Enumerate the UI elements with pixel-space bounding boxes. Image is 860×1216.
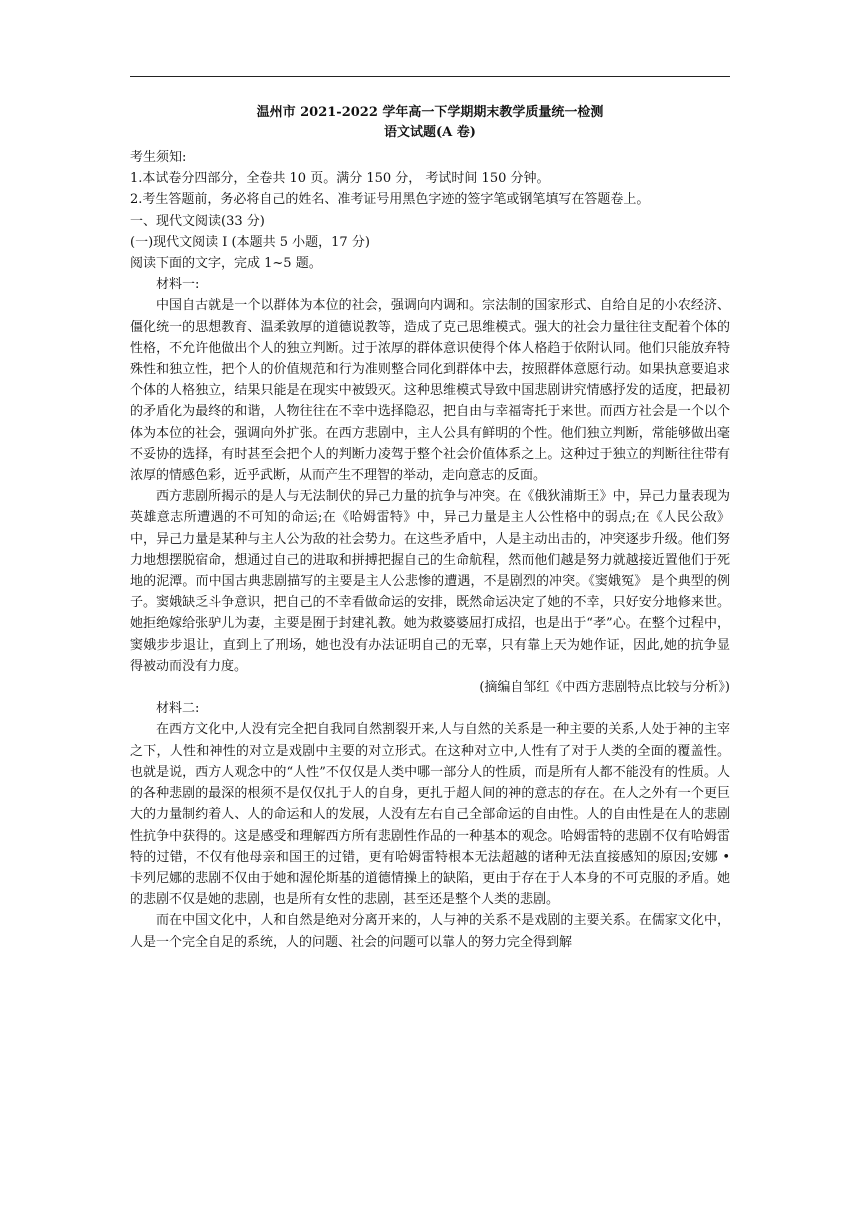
material-1-paragraph-2: 西方悲剧所揭示的是人与无法制伏的异己力量的抗争与冲突。在《俄狄浦斯王》中，异己力量表现为英雄意志所遭遇的不可知的命运;在《哈姆雷特》中，异己力量是主人公性格中的弱点;在《人民公敌》中，异己力量是某种与主人公为敌的社会势力。在这些矛盾中，人是主动出击的，冲突逐步升级。他们努力地想摆脱宿命，想通过自己的进取和拼搏把握自己的生命航程，然而他们越是努力就越接近置他们于死地的泥潭。而中国古典悲剧描写的主要是主人公悲惨的遭遇，不是剧烈的冲突。《窦娥冤》 是个典型的例子。窦娥缺乏斗争意识，把自己的不幸看做命运的安排，既然命运决定了她的不幸，只好安分地修来世。她拒绝嫁给张驴儿为妻，主要是囿于封建礼教。她为救婆婆屈打成招，也是出于“孝”心。在整个过程中，窦娥步步退让，直到上了刑场，她也没有办法证明自己的无辜，只有靠上天为她作证，因此,她的抗争显得被动而没有力度。 [130,489,730,674]
header-rule [130,76,730,77]
part-title: 一、现代文阅读(33 分) [130,213,265,229]
material-2-paragraph-1: 在西方文化中,人没有完全把自我同自然割裂开来,人与自然的关系是一种主要的关系,人处于神的主宰之下，人性和神性的对立是戏剧中主要的对立形式。在这种对立中,人性有了对于人类的全面的覆盖性。也就是说，西方人观念中的“人性”不仅仅是人类中哪一部分人的性质，而是所有人都不能没有的性质。人的各种悲剧的最深的根须不是仅仅扎于人的自身，更扎于超人间的神的意志的存在。在人之外有一个更巨大的力量制约着人、人的命运和人的发展，人没有左右自己全部命运的自由性。人的自由性是在人的悲剧性抗争中获得的。这是感受和理解西方所有悲剧性作品的一种基本的观念。哈姆雷特的悲剧不仅有哈姆雷特的过错，不仅有他母亲和国王的过错，更有哈姆雷特根本无法超越的诸种无法直接感知的原因;安娜 • 卡列尼娜的悲剧不仅由于她和渥伦斯基的道德情操上的缺陷，更由于存在于人本身的不可克服的矛盾。她的悲剧不仅是她的悲剧，也是所有女性的悲剧，甚至还是整个人类的悲剧。 [130,722,730,908]
instruction-item-1: 1.本试卷分四部分，全卷共 10 页。满分 150 分， 考试时间 150 分钟。 [130,171,550,187]
exam-title: 温州市 2021-2022 学年高一下学期期末教学质量统一检测 [256,105,604,120]
instruction-item-2: 2.考生答题前，务必将自己的姓名、准考证号用黑色字迹的签字笔或钢笔填写在答题卷上。 [130,192,650,208]
exam-subtitle: 语文试题(A 卷) [384,125,476,140]
material-1-source: (摘编自邹红《中西方悲剧特点比较与分析》) [479,680,730,696]
instructions [130,147,730,211]
material-2-label: 材料二: [156,701,200,717]
material-1-label: 材料一: [156,277,200,293]
document-page [130,76,730,953]
instructions-heading: 考生须知: [130,150,187,165]
reading-directive: 阅读下面的文字，完成 1~5 题。 [130,256,322,272]
sub-section-title: (一)现代文阅读 I (本题共 5 小题，17 分) [130,234,370,250]
material-2-paragraph-2: 而在中国文化中，人和自然是绝对分离开来的，人与神的关系不是戏剧的主要关系。在儒家文化中，人是一个完全自足的系统，人的问题、社会的问题可以靠人的努力完全得到解 [130,913,730,950]
material-1-paragraph-1: 中国自古就是一个以群体为本位的社会，强调向内调和。宗法制的国家形式、自给自足的小农经济、僵化统一的思想教育、温柔敦厚的道德说教等，造成了克己思维模式。强大的社会力量往往支配着个体的性格，不允许他做出个人的独立判断。过于浓厚的群体意识使得个体人格趋于依附认同。他们只能放弃特殊性和独立性，把个人的价值规范和行为准则整合同化到群体中去，按照群体意愿行动。如果执意要追求个体的人格独立，结果只能是在现实中被毁灭。这种思维模式导致中国悲剧讲究情感抒发的适度，把最初的矛盾化为最终的和谐，人物往往在不幸中选择隐忍，把自由与幸福寄托于来世。而西方社会是一个以个体为本位的社会，强调向外扩张。在西方悲剧中，主人公具有鲜明的个性。他们独立判断，常能够做出毫不妥协的选择，有时甚至会把个人的判断力凌驾于整个社会价值体系之上。这种过于独立的判断往往带有浓厚的情感色彩，近乎武断，从而产生不理智的举动，走向意志的反面。 [130,298,730,484]
